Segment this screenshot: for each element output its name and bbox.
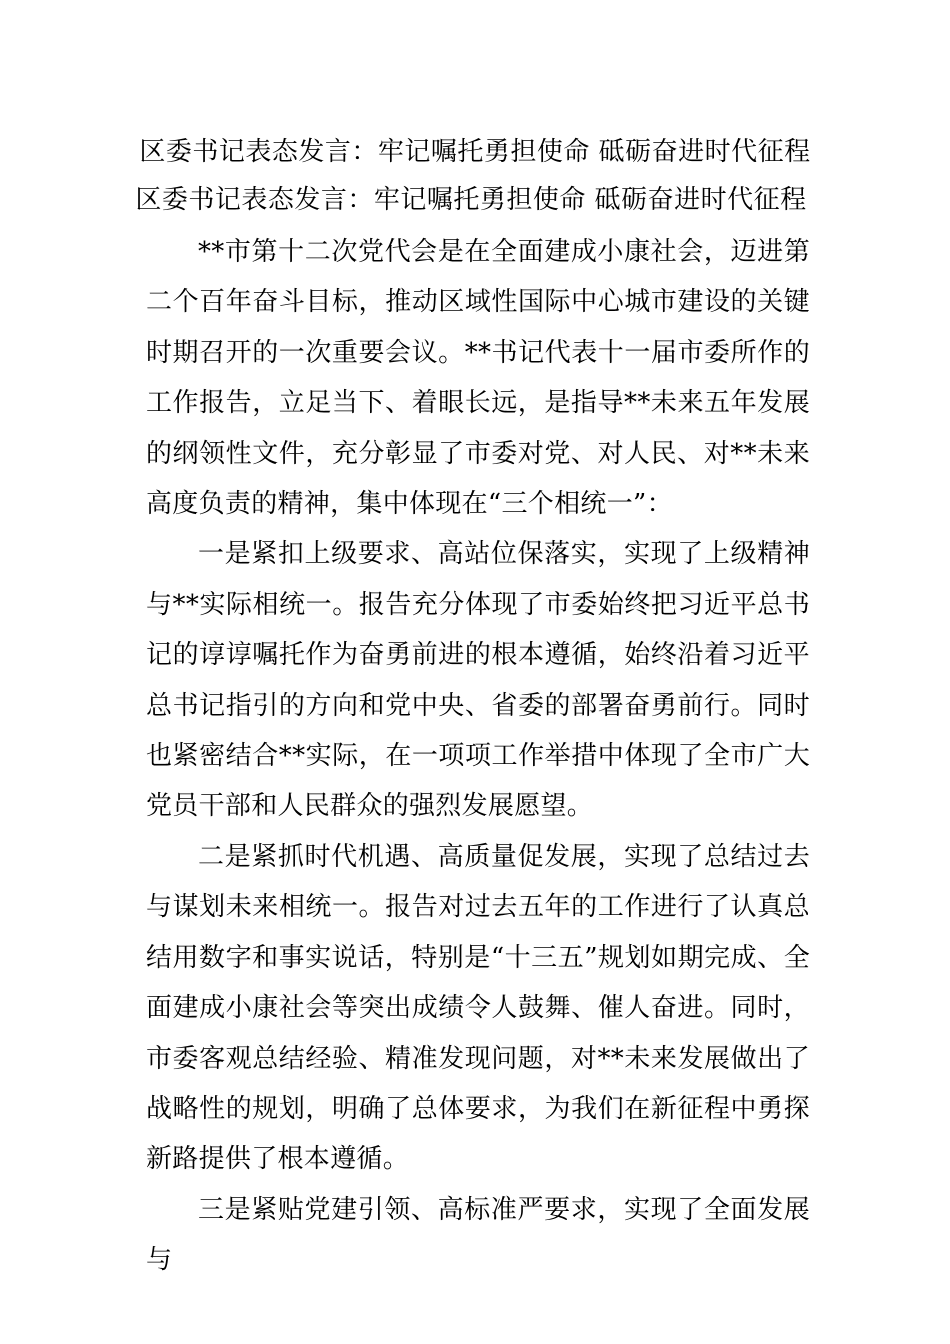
document-title: 区委书记表态发言：牢记嘱托勇担使命 砥砺奋进时代征程: [139, 137, 811, 167]
paragraph-intro: **市第十二次党代会是在全面建成小康社会，迈进第二个百年奋斗目标，推动区域性国际中心城市建设的关键时期召开的一次重要会议。**书记代表十一届市委所作的工作报告，立足当下、着眼长远，是指导**未来五年发展的纲领性文件，充分彰显了市委对党、对人民、对**未来高度负责的精神，集中体现在“三个相统一”：: [146, 237, 810, 520]
paragraph-point-two: 二是紧抓时代机遇、高质量促发展，实现了总结过去与谋划未来相统一。报告对过去五年的工作进行了认真总结用数字和事实说话，特别是“十三五”规划如期完成、全面建成小康社会等突出成绩令人鼓舞、催人奋进。同时，市委客观总结经验、精准发现问题，对**未来发展做出了战略性的规划，明确了总体要求，为我们在新征程中勇探新路提供了根本遵循。: [146, 841, 810, 1175]
paragraph-point-three: 三是紧贴党建引领、高标准严要求，实现了全面发展与: [146, 1194, 810, 1276]
document-title-repeat: 区委书记表态发言：牢记嘱托勇担使命 砥砺奋进时代征程: [135, 185, 807, 215]
document-body: [146, 227, 810, 1286]
paragraph-point-one: 一是紧扣上级要求、高站位保落实，实现了上级精神与**实际相统一。报告充分体现了市委始终把习近平总书记的谆谆嘱托作为奋勇前进的根本遵循，始终沿着习近平总书记指引的方向和党中央、省委的部署奋勇前行。同时也紧密结合**实际，在一项项工作举措中体现了全市广大党员干部和人民群众的强烈发展愿望。: [146, 539, 810, 822]
